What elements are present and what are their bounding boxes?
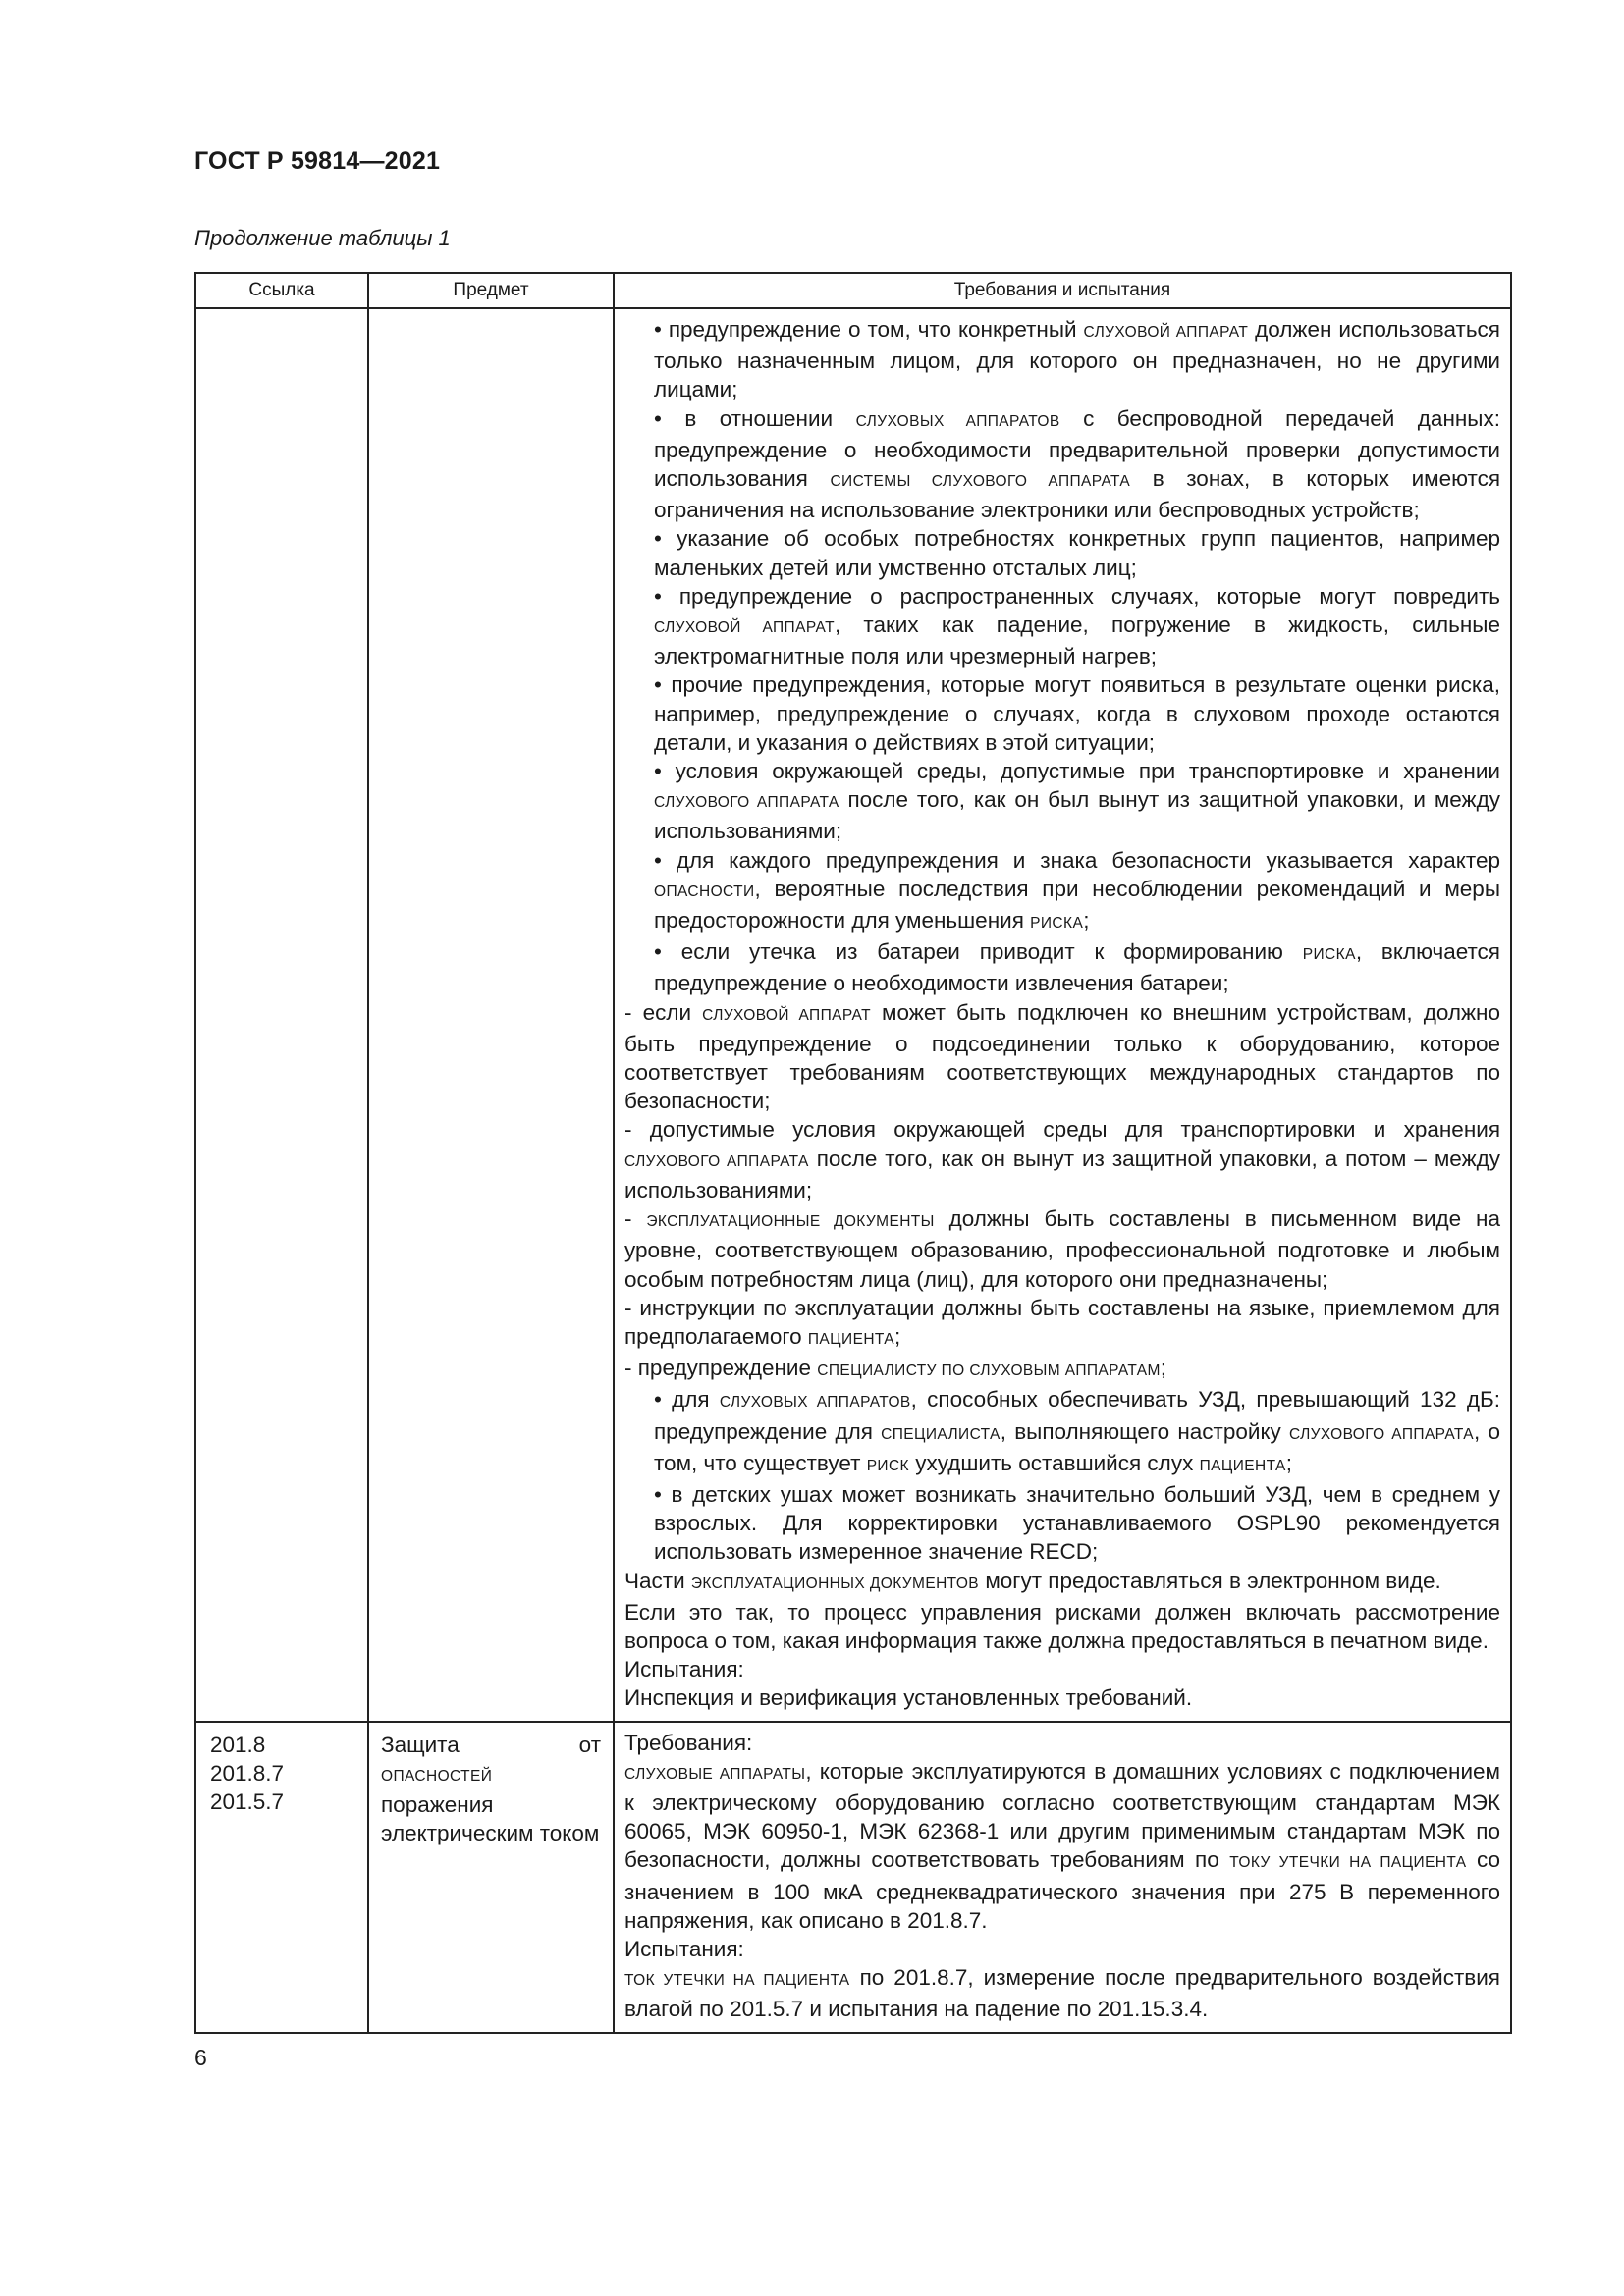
text-run: ; xyxy=(1285,1450,1292,1475)
text-run: • в детских ушах может возникать значительно больший УЗД, чем в среднем у взрослых. Для корректировки устанавливаемого OSPL90 рекомендуется использовать измеренное значение RECD; xyxy=(654,1481,1500,1565)
text-run: - допустимые условия окружающей среды для транспортировки и хранения xyxy=(624,1117,1500,1143)
table-row xyxy=(195,308,1511,1722)
defined-term: РИСК xyxy=(866,1457,909,1474)
text-run: могут предоставляться в электронном виде. xyxy=(979,1568,1441,1593)
defined-term: СЛУХОВОЙ АППАРАТ xyxy=(702,1006,871,1024)
defined-term: СЛУХОВЫЕ АППАРАТЫ xyxy=(624,1765,806,1783)
text-run: • условия окружающей среды, допустимые при транспортировке и хранении xyxy=(654,759,1500,784)
requirement-paragraph xyxy=(624,1935,1500,1963)
reference-item: 201.5.7 xyxy=(210,1789,285,1814)
text-run: , таких как падение, погружение в жидкость, сильные электромагнитные поля или чрезмерный нагрев; xyxy=(654,613,1500,669)
column-header-subject: Предмет xyxy=(368,273,614,308)
reference-cell xyxy=(195,1722,368,2033)
text-run: Части xyxy=(624,1568,691,1593)
table-row xyxy=(195,1722,1511,2033)
reference-item: 201.8.7 xyxy=(210,1760,285,1786)
text-run: - инструкции по эксплуатации должны быть составлены на языке, приемлемом для предполагаемого xyxy=(624,1295,1500,1349)
requirement-paragraph xyxy=(624,1729,1500,1757)
text-run: должны быть составлены в письменном виде на уровне, соответствующем образованию, профессиональной подготовке и любым особым потребностям лица (лиц), для которого они предназначены; xyxy=(624,1206,1500,1292)
requirement-paragraph xyxy=(624,582,1500,671)
defined-term: ТОКУ УТЕЧКИ НА ПАЦИЕНТА xyxy=(1229,1854,1467,1872)
requirement-paragraph xyxy=(624,937,1500,997)
defined-term: ЭКСПЛУАТАЦИОННЫЕ ДОКУМЕНТЫ xyxy=(646,1213,935,1231)
text-run: - если xyxy=(624,999,703,1025)
defined-term: ЭКСПЛУАТАЦИОННЫХ ДОКУМЕНТОВ xyxy=(690,1575,980,1592)
defined-term: СЛУХОВОГО АППАРАТА xyxy=(1289,1425,1474,1443)
text-run: ухудшить оставшийся слух xyxy=(909,1450,1200,1475)
defined-term: РИСКА xyxy=(1302,946,1356,964)
table-continuation-caption: Продолжение таблицы 1 xyxy=(194,226,451,250)
text-run: , вероятные последствия при несоблюдении рекомендаций и меры предосторожности для уменьшения xyxy=(654,876,1500,934)
reference-item: 201.8 xyxy=(210,1732,266,1757)
defined-term: ПАЦИЕНТА xyxy=(807,1330,894,1348)
requirements-cell xyxy=(614,1722,1511,2033)
text-run: по 201.8.7, измерение после предварительного воздействия влагой по 201.5.7 и испытания на падение по 201.15.3.4. xyxy=(624,1965,1500,2022)
requirement-paragraph xyxy=(624,998,1500,1116)
text-run: Если это так, то процесс управления рисками должен включать рассмотрение вопроса о том, какая информация также должна предоставляться в печатном виде. xyxy=(624,1599,1500,1653)
table-header-row xyxy=(195,273,1511,308)
text-run: • указание об особых потребностях конкретных групп пациентов, например маленьких детей или умственно отсталых лиц; xyxy=(654,526,1500,580)
requirement-paragraph xyxy=(624,1683,1500,1712)
text-run: - xyxy=(624,1206,647,1232)
defined-term: СЛУХОВОЙ АППАРАТ xyxy=(1083,324,1249,341)
defined-term: ОПАСНОСТЕЙ xyxy=(381,1767,493,1785)
text-run: • прочие предупреждения, которые могут появиться в результате оценки риска, например, предупреждение о случаях, когда в слуховом проходе остаются детали, и указания о действиях в этой ситуации; xyxy=(654,672,1500,755)
text-run: ; xyxy=(1083,908,1090,934)
defined-term: СЛУХОВЫХ АППАРАТОВ xyxy=(719,1394,911,1412)
requirement-paragraph xyxy=(624,1354,1500,1385)
text-run: , включается предупреждение о необходимости извлечения батареи; xyxy=(654,939,1500,996)
document-code: ГОСТ Р 59814—2021 xyxy=(194,147,441,175)
text-run: • для xyxy=(654,1387,720,1413)
requirement-paragraph xyxy=(624,1655,1500,1683)
defined-term: ОПАСНОСТИ xyxy=(654,882,755,900)
requirements-text xyxy=(615,309,1510,1721)
text-run: Требования: xyxy=(624,1730,753,1755)
text-run: с беспроводной передачей данных: предупреждение о необходимости предварительной проверки допустимости использования xyxy=(654,405,1500,492)
requirement-paragraph xyxy=(624,757,1500,846)
requirement-paragraph xyxy=(624,524,1500,581)
requirement-paragraph xyxy=(624,1294,1500,1354)
defined-term: ПАЦИЕНТА xyxy=(1199,1457,1286,1474)
text-run: после того, как он был вынут из защитной упаковки, и между использованиями; xyxy=(654,787,1500,844)
requirement-paragraph xyxy=(624,1385,1500,1480)
requirement-paragraph xyxy=(624,670,1500,757)
text-run: • для каждого предупреждения и знака безопасности указывается характер xyxy=(654,847,1500,873)
text-run: , которые эксплуатируются в домашних условиях с подключением к электрическому оборудованию согласно соответствующим стандартам МЭК 60065, МЭК 60950-1, МЭК 62368-1 или другим применимым стандартам МЭК по безопасности, должны соответствовать требованиям по xyxy=(624,1758,1500,1873)
reference-cell xyxy=(195,308,368,1722)
text-run: должен использоваться только назначенным лицом, для которого он предназначен, но не другими лицами; xyxy=(654,317,1500,402)
text-run: после того, как он вынут из защитной упаковки, а потом – между использованиями; xyxy=(624,1146,1500,1202)
text-run: со значением в 100 мкА среднеквадратического значения при 275 В переменного напряжения, как описано в 201.8.7. xyxy=(624,1847,1500,1933)
requirements-cell xyxy=(614,308,1511,1722)
text-run: Защита от xyxy=(381,1732,601,1757)
defined-term: ТОК УТЕЧКИ НА ПАЦИЕНТА xyxy=(624,1972,850,1990)
text-run: может быть подключен ко внешним устройствам, должно быть предупреждение о подсоединении только к оборудованию, которое соответствует требованиям соответствующих международных стандартов по безопасности; xyxy=(624,999,1500,1114)
text-run: , выполняющего настройку xyxy=(1000,1418,1289,1444)
defined-term: СЛУХОВОЙ АППАРАТ xyxy=(654,619,835,637)
text-run: • если утечка из батареи приводит к формированию xyxy=(654,939,1303,965)
subject-cell xyxy=(368,308,614,1722)
requirement-paragraph xyxy=(624,404,1500,525)
text-run: ; xyxy=(894,1323,901,1349)
defined-term: СИСТЕМЫ СЛУХОВОГО АППАРАТА xyxy=(830,473,1131,491)
defined-term: СПЕЦИАЛИСТУ ПО СЛУХОВЫМ АППАРАТАМ xyxy=(817,1362,1161,1380)
text-run: Испытания: xyxy=(624,1657,744,1682)
page-number: 6 xyxy=(194,2045,207,2070)
requirements-text xyxy=(615,1723,1510,2032)
requirement-paragraph xyxy=(624,846,1500,938)
column-header-requirements: Требования и испытания xyxy=(614,273,1511,308)
text-run: Испытания: xyxy=(624,1936,744,1961)
text-run: • в отношении xyxy=(654,405,856,431)
defined-term: РИСКА xyxy=(1030,915,1084,933)
defined-term: СЛУХОВОГО АППАРАТА xyxy=(654,794,839,812)
defined-term: СПЕЦИАЛИСТА xyxy=(881,1425,1001,1443)
requirement-paragraph xyxy=(624,1480,1500,1567)
requirement-paragraph xyxy=(624,315,1500,404)
requirement-paragraph xyxy=(624,1757,1500,1935)
column-header-reference: Ссылка xyxy=(195,273,368,308)
reference-list xyxy=(196,1723,367,1825)
subject-text xyxy=(369,1723,613,1856)
requirement-paragraph xyxy=(624,1204,1500,1294)
text-run: ; xyxy=(1160,1356,1167,1381)
requirement-paragraph xyxy=(624,1115,1500,1204)
requirement-paragraph xyxy=(624,1567,1500,1598)
text-run: Инспекция и верификация установленных требований. xyxy=(624,1685,1193,1711)
requirement-paragraph xyxy=(624,1963,1500,2023)
text-run: • предупреждение о том, что конкретный xyxy=(654,317,1084,342)
text-run: - предупреждение xyxy=(624,1356,818,1381)
requirements-table xyxy=(194,272,1512,2034)
text-run: в зонах, в которых имеются ограничения на использование электроники или беспроводных устройств; xyxy=(654,466,1501,523)
text-run: , способных обеспечивать УЗД, превышающий 132 дБ: предупреждение для xyxy=(654,1387,1500,1444)
text-run: • предупреждение о распространенных случаях, которые могут повредить xyxy=(654,583,1500,609)
defined-term: СЛУХОВЫХ АППАРАТОВ xyxy=(855,412,1060,430)
text-run: поражения электрическим током xyxy=(381,1791,600,1846)
requirement-paragraph xyxy=(624,1598,1500,1655)
defined-term: СЛУХОВОГО АППАРАТА xyxy=(624,1152,809,1170)
text-run: , о том, что существует xyxy=(654,1418,1500,1475)
subject-cell xyxy=(368,1722,614,2033)
